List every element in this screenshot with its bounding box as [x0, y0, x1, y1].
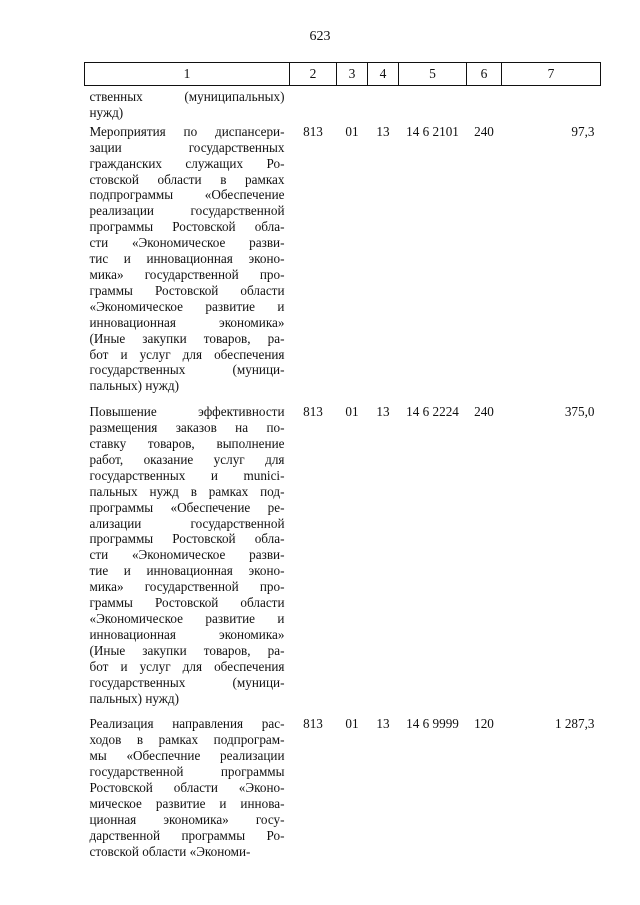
table-row — [85, 401, 601, 713]
description-line: Повышение эффективности — [89, 404, 285, 420]
description-line: размещения заказов на по- — [89, 420, 285, 436]
cell-amount: 1 287,3 — [554, 716, 595, 732]
description-line: стовской области «Экономи- — [89, 843, 251, 859]
description-line: программы Ростовской обла- — [89, 219, 285, 235]
description-line: работ, оказание услуг для — [89, 451, 285, 467]
row-description — [85, 121, 290, 401]
column-header-2: 2 — [290, 63, 337, 86]
cell-code-3: 01 — [345, 716, 359, 732]
cell-code-4: 13 — [376, 716, 390, 732]
column-header-1: 1 — [85, 63, 290, 86]
description-line: мическое развитие и иннова- — [89, 795, 285, 811]
cell-code-5: 14 6 2224 — [406, 404, 459, 420]
cell-code-5: 14 6 9999 — [406, 716, 459, 732]
description-line: дарственной программы Ро- — [89, 827, 285, 843]
description-line: ходов в рамках подпрограм- — [89, 732, 285, 748]
description-line: мика» государственной про- — [89, 579, 285, 595]
description-line: программы Ростовской обла- — [89, 531, 285, 547]
cell-amount: 375,0 — [564, 404, 595, 420]
description-line: инновационная экономика» — [89, 626, 285, 642]
description-line: Мероприятия по диспансери- — [89, 123, 285, 139]
description-line: ализации государственной — [89, 515, 285, 531]
description-line: инновационная экономика» — [89, 314, 285, 330]
description-line: (Иные закупки товаров, ра- — [89, 330, 285, 346]
column-header-7: 7 — [502, 63, 601, 86]
description-line: граммы Ростовской области — [89, 595, 285, 611]
cell-amount: 97,3 — [571, 123, 595, 139]
cell-code-4: 13 — [376, 404, 390, 420]
description-line: сти «Экономическое разви- — [89, 547, 285, 563]
cell-code-2: 813 — [303, 404, 323, 420]
column-header-4: 4 — [368, 63, 399, 86]
column-header-6: 6 — [467, 63, 502, 86]
description-line: Ростовской области «Эконо- — [89, 780, 285, 796]
cell-code-6: 240 — [474, 404, 494, 420]
continuation-row — [85, 86, 601, 121]
cell-code-2: 813 — [303, 716, 323, 732]
cell-code-4: 13 — [376, 123, 390, 139]
cell-code-6: 120 — [474, 716, 494, 732]
description-line: ставку товаров, выполнение — [89, 436, 285, 452]
column-header-3: 3 — [337, 63, 368, 86]
description-line: государственных и munici- — [89, 467, 285, 483]
cell-code-6: 240 — [474, 123, 494, 139]
cell-code-5: 14 6 2101 — [406, 123, 459, 139]
table-row — [85, 713, 601, 866]
table-header-row — [85, 63, 601, 86]
budget-table — [84, 62, 601, 867]
description-line: тис и инновационная эконо- — [89, 251, 285, 267]
row-description — [85, 713, 290, 866]
description-line: «Экономическое развитие и — [89, 611, 285, 626]
row-description — [85, 401, 290, 713]
description-line: тие и инновационная эконо- — [89, 563, 285, 579]
description-line: подпрограммы «Обеспечение — [89, 187, 285, 203]
description-line: государственной программы — [89, 764, 285, 780]
description-line: сти «Экономическое разви- — [89, 235, 285, 251]
description-line: мы «Обеспечние реализации — [89, 748, 285, 764]
description-line: (Иные закупки товаров, ра- — [89, 642, 285, 658]
description-line: государственных (муници- — [89, 674, 285, 690]
description-line: стовской области в рамках — [89, 171, 285, 187]
description-line: гражданских служащих Ро- — [89, 155, 285, 171]
description-line: программы «Обеспечение ре- — [89, 499, 285, 515]
cell-code-3: 01 — [345, 404, 359, 420]
description-line: ственных (муниципальных) — [89, 89, 285, 104]
description-line: зации государственных — [89, 139, 285, 155]
description-line: бот и услуг для обеспечения — [89, 658, 285, 674]
cell-code-3: 01 — [345, 123, 359, 139]
description-line: пальных) нужд) — [89, 690, 180, 706]
continuation-description — [85, 86, 290, 121]
description-line: бот и услуг для обеспечения — [89, 346, 285, 362]
column-header-5: 5 — [399, 63, 467, 86]
description-line: мика» государственной про- — [89, 266, 285, 282]
description-line: Реализация направления рас- — [89, 716, 285, 732]
description-line: нужд) — [89, 104, 124, 120]
description-line: государственных (муници- — [89, 362, 285, 378]
description-line: граммы Ростовской области — [89, 282, 285, 298]
description-line: пальных) нужд) — [89, 378, 180, 394]
table-row — [85, 121, 601, 401]
description-line: ционная экономика» госу- — [89, 811, 285, 827]
cell-code-2: 813 — [303, 123, 323, 139]
page-number: 623 — [309, 29, 331, 44]
description-line: «Экономическое развитие и — [89, 298, 285, 314]
description-line: пальных нужд в рамках под- — [89, 483, 285, 499]
description-line: реализации государственной — [89, 203, 285, 219]
